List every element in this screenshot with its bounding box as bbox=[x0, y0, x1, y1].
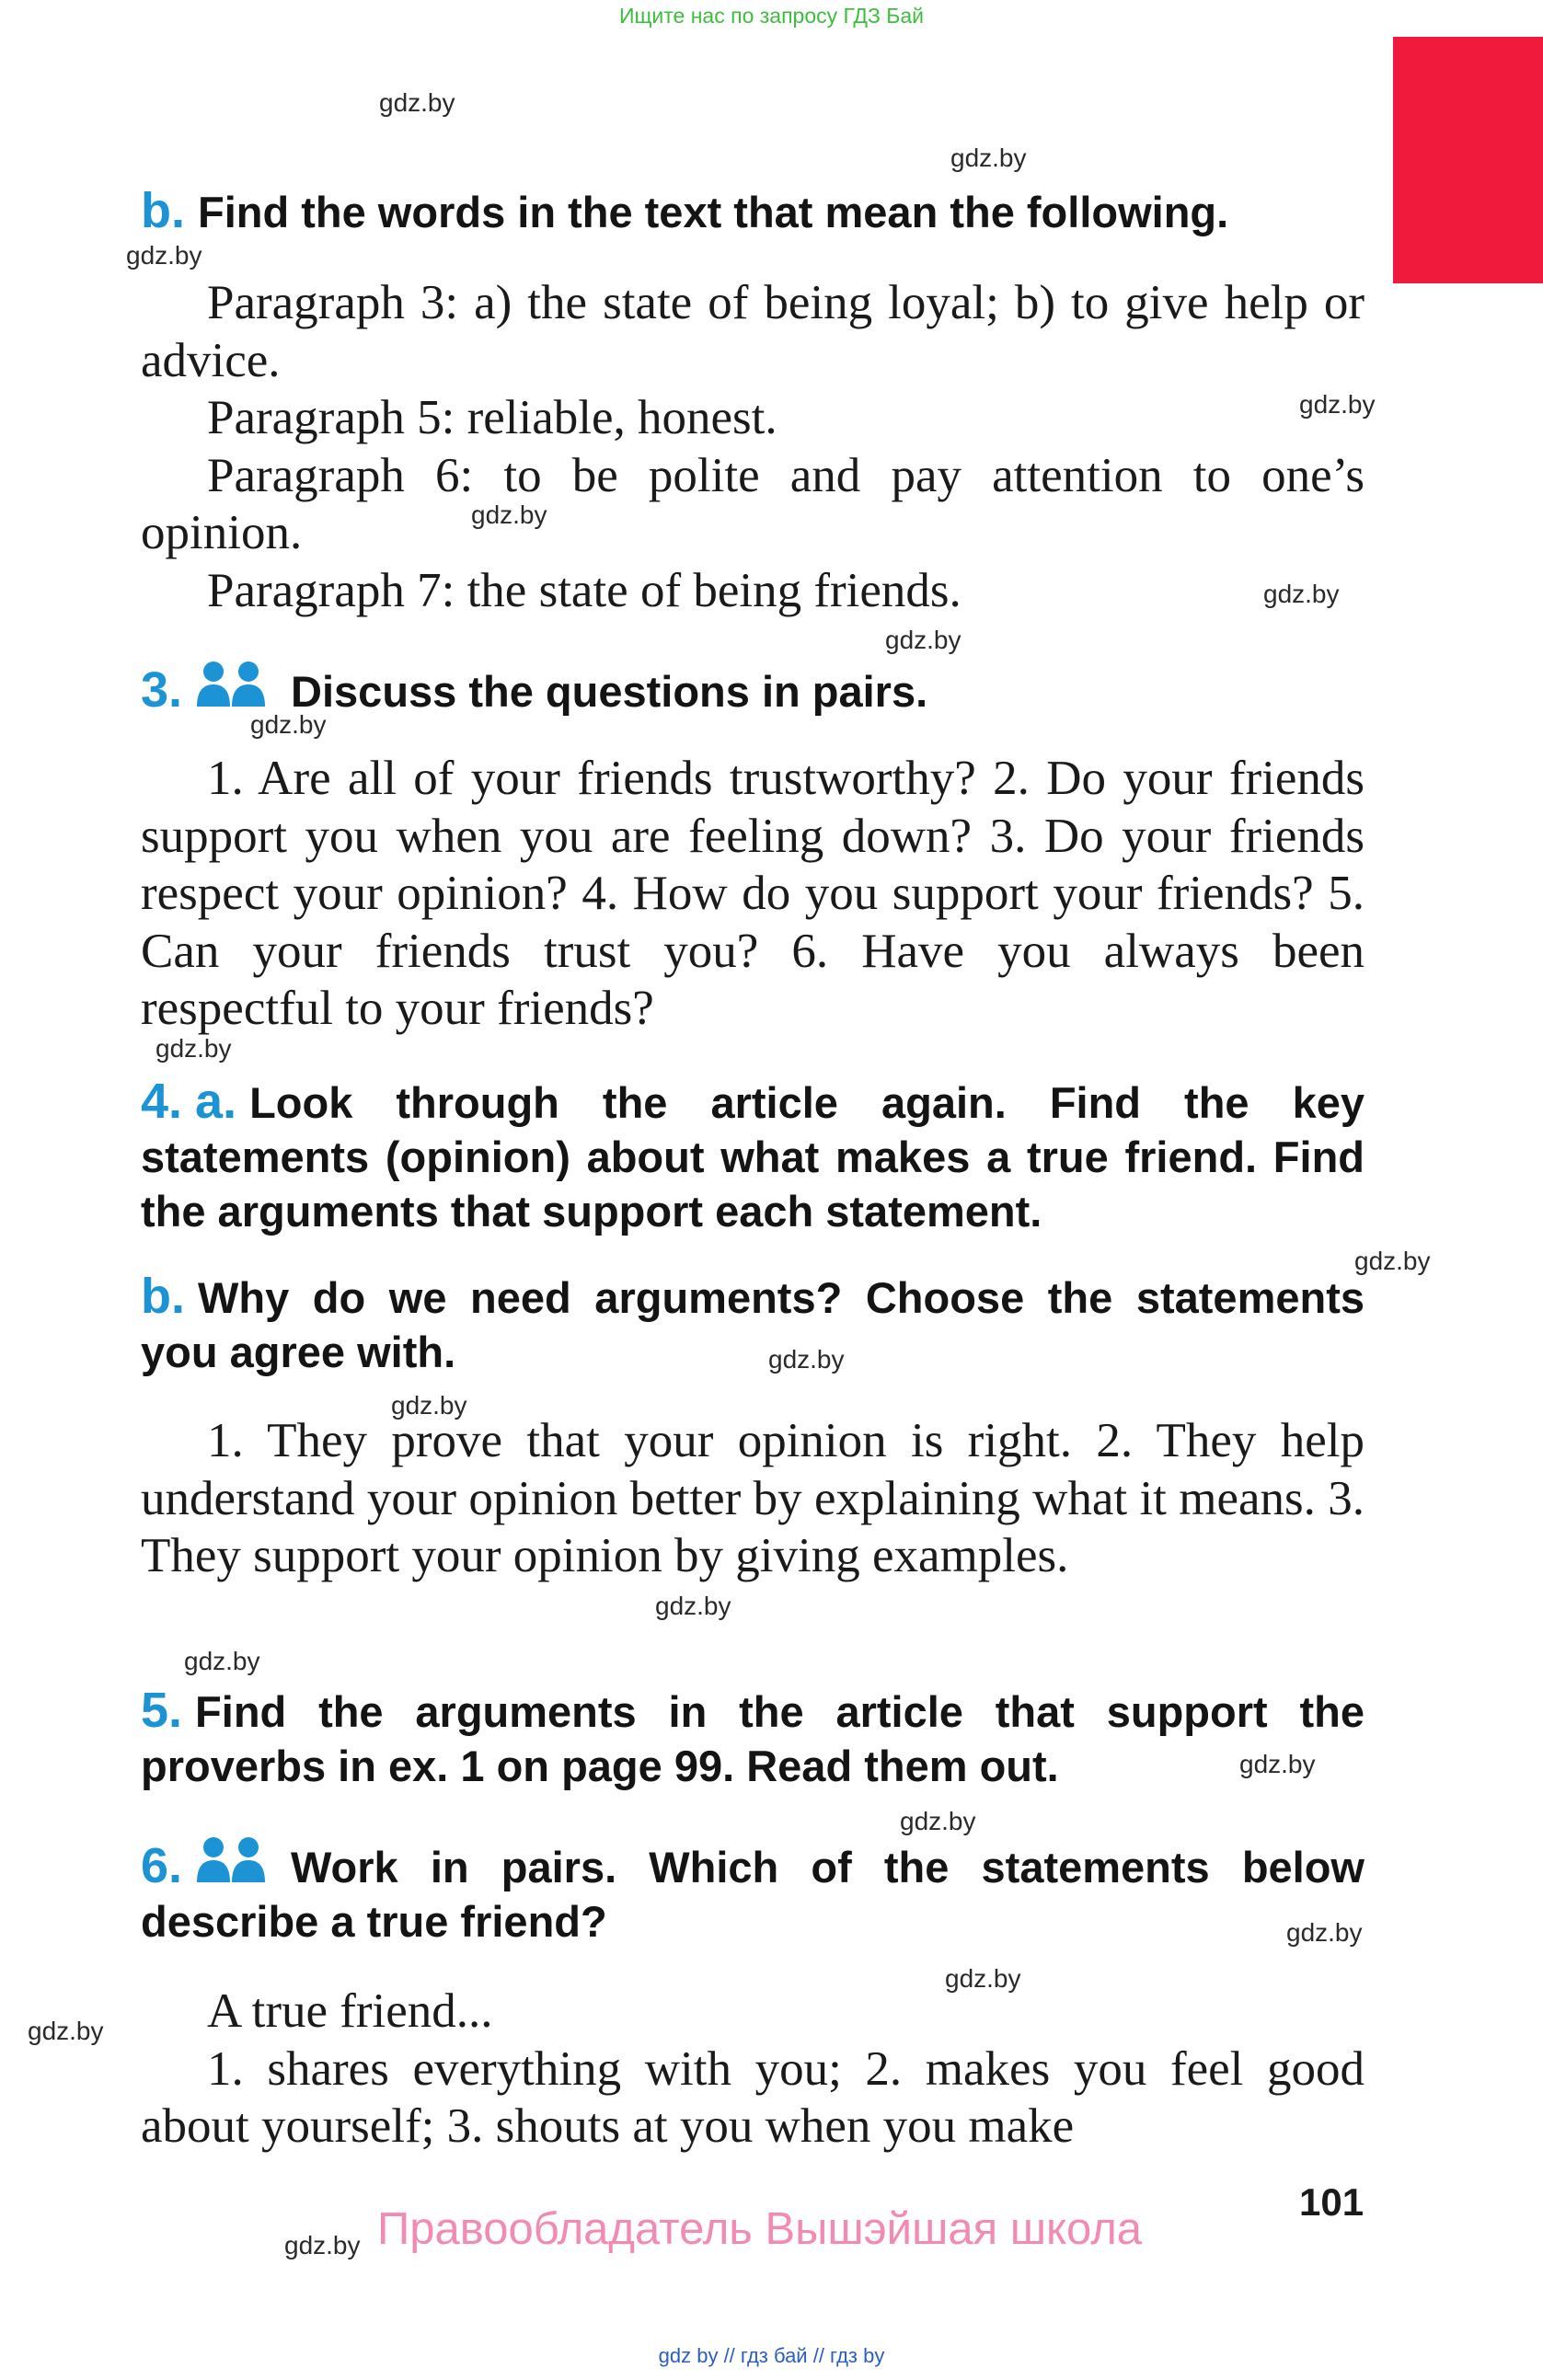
watermark: gdz.by bbox=[655, 1592, 731, 1620]
paragraph-line: Paragraph 6: to be polite and pay attention to one’s opinion. bbox=[141, 448, 1365, 559]
copyright-notice: Правообладатель Вышэйшая школа bbox=[377, 2204, 1143, 2254]
exercise-title: Why do we need arguments? Choose the statements you agree with. bbox=[141, 1273, 1365, 1376]
watermark: gdz.by bbox=[28, 2017, 104, 2045]
exercise-body bbox=[141, 1412, 1365, 1585]
page-number: 101 bbox=[1299, 2180, 1365, 2224]
watermark: gdz.by bbox=[950, 144, 1027, 172]
paragraph-line: Paragraph 5: reliable, honest. bbox=[207, 391, 777, 444]
side-color-tab bbox=[1393, 37, 1543, 283]
pair-work-icon bbox=[195, 661, 269, 708]
watermark: gdz.by bbox=[284, 2231, 361, 2259]
watermark: gdz.by bbox=[945, 1964, 1021, 1993]
exercise-number: 6. bbox=[141, 1838, 183, 1893]
exercise-letter: a. bbox=[195, 1074, 237, 1129]
watermark: gdz.by bbox=[155, 1034, 232, 1063]
watermark: gdz.by bbox=[126, 241, 202, 270]
exercise-body bbox=[141, 274, 1365, 619]
watermark: gdz.by bbox=[1239, 1750, 1316, 1778]
lead-text: A true friend... bbox=[207, 1984, 493, 2038]
exercise-title: Find the words in the text that mean the following. bbox=[198, 188, 1229, 236]
exercise-number: 3. bbox=[141, 662, 183, 718]
exercise-letter: b. bbox=[141, 183, 185, 238]
watermark: gdz.by bbox=[768, 1345, 845, 1374]
exercise-heading bbox=[141, 1684, 1365, 1793]
exercise-heading bbox=[141, 1836, 1365, 1949]
exercise-heading bbox=[141, 1270, 1365, 1379]
exercise-letter: b. bbox=[141, 1269, 185, 1324]
paragraph-line: Paragraph 7: the state of being friends. bbox=[207, 563, 961, 617]
exercise-number: 4. bbox=[141, 1074, 183, 1129]
watermark: gdz.by bbox=[391, 1391, 467, 1420]
pair-work-icon bbox=[195, 1836, 269, 1884]
footer-links: gdz by // гдз бай // гдз by bbox=[658, 2344, 885, 2367]
paragraph-line: Paragraph 3: a) the state of being loyal; b) to give help or advice. bbox=[141, 276, 1365, 387]
exercise-title: Discuss the questions in pairs. bbox=[291, 667, 928, 716]
exercise-title: Work in pairs. Which of the statements below describe a true friend? bbox=[141, 1843, 1365, 1946]
watermark: gdz.by bbox=[1286, 1918, 1363, 1947]
exercise-title: Look through the article again. Find the key statements (opinion) about what makes a true friend. Find the arguments that support each statement. bbox=[141, 1078, 1365, 1236]
exercise-body bbox=[141, 1983, 1365, 2156]
watermark: gdz.by bbox=[900, 1807, 976, 1835]
questions-text: 1. Are all of your friends trustworthy? 2. Do your friends support you when you are feeling down? 3. Do your friends respect your opinion? 4. How do you support your friends? 5. Can your friends trust you? 6. Have you always been respectful to your friends? bbox=[141, 752, 1365, 1035]
watermark: gdz.by bbox=[250, 710, 327, 739]
exercise-number: 5. bbox=[141, 1683, 183, 1738]
watermark: gdz.by bbox=[1354, 1247, 1431, 1275]
statements-text: 1. shares everything with you; 2. makes you feel good about yourself; 3. shouts at you when you make bbox=[141, 2041, 1365, 2153]
watermark: gdz.by bbox=[471, 500, 547, 529]
watermark: gdz.by bbox=[885, 626, 961, 654]
exercise-heading bbox=[141, 661, 1365, 719]
exercise-title: Find the arguments in the article that support the proverbs in ex. 1 on page 99. Read them out. bbox=[141, 1687, 1365, 1790]
exercise-heading bbox=[141, 184, 1365, 239]
watermark: gdz.by bbox=[1263, 580, 1340, 608]
exercise-body bbox=[141, 750, 1365, 1038]
statements-text: 1. They prove that your opinion is right. 2. They help understand your opinion better by explaining what it means. 3. They support your opinion by giving examples. bbox=[141, 1414, 1365, 1582]
watermark: gdz.by bbox=[184, 1647, 260, 1675]
exercise-heading bbox=[141, 1075, 1365, 1238]
watermark: gdz.by bbox=[379, 88, 455, 117]
watermark: gdz.by bbox=[1299, 390, 1376, 419]
top-banner: Ищите нас по запросу ГДЗ Бай bbox=[618, 4, 925, 28]
